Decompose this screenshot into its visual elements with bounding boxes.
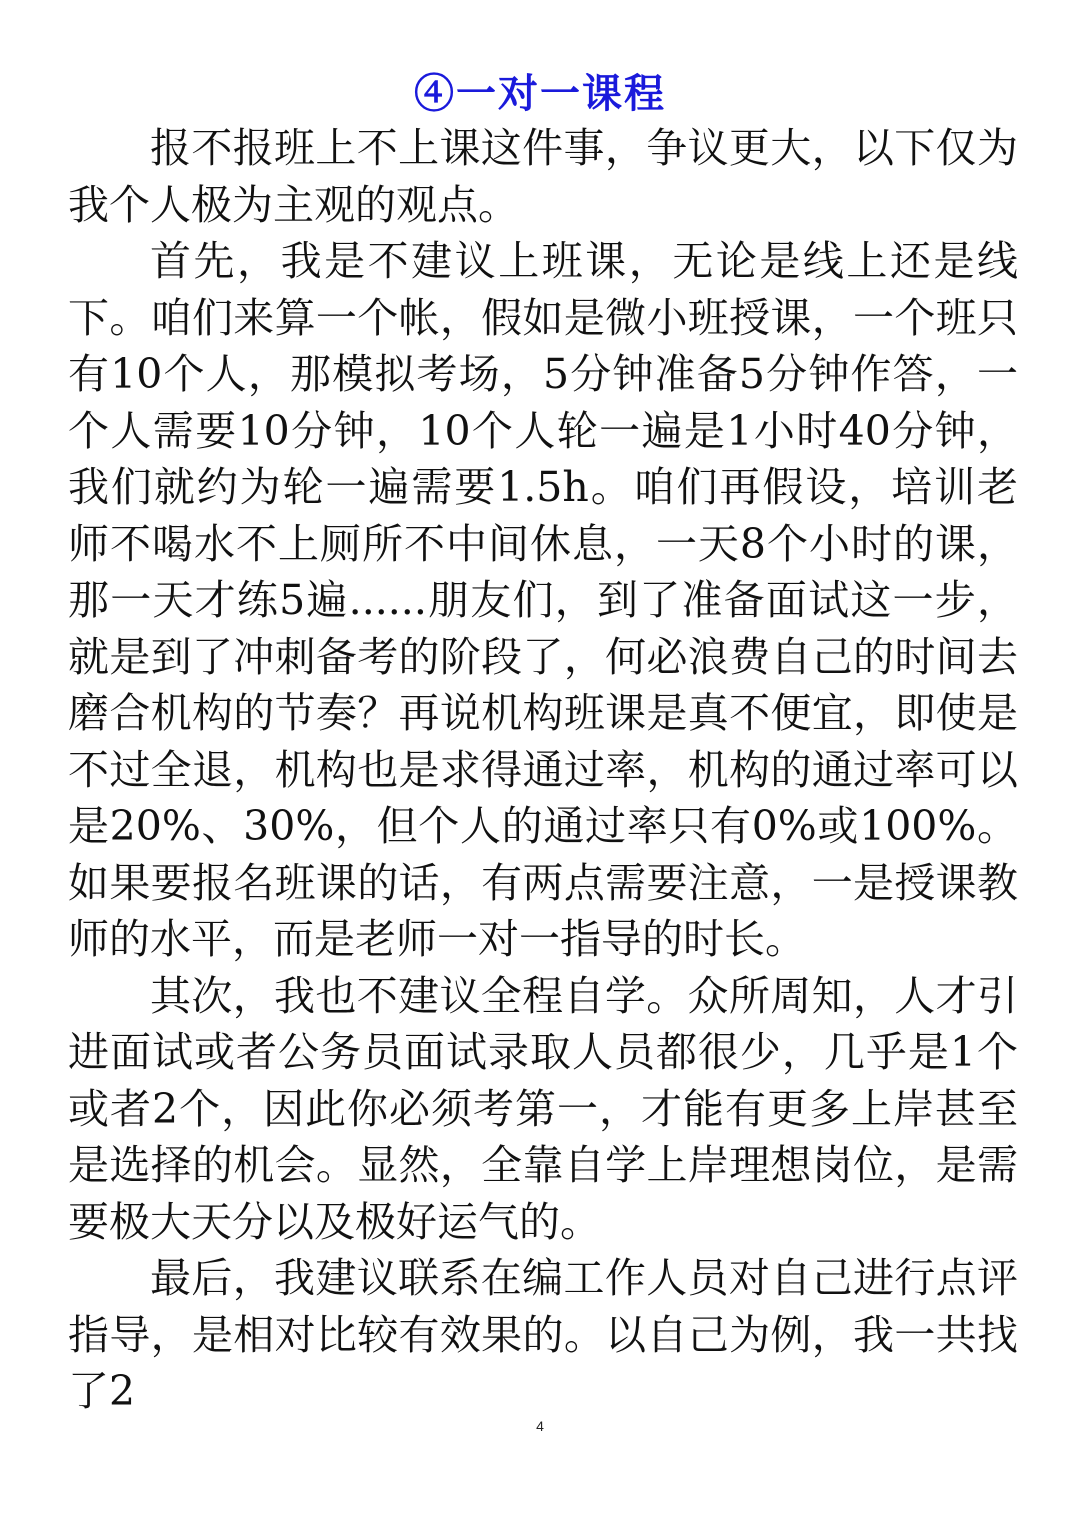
paragraph-4: 最后，我建议联系在编工作人员对自己进行点评指导，是相对比较有效果的。以自己为例，我一共找了2 (68, 1254, 1018, 1415)
section-heading: ④一对一课程 (414, 70, 666, 117)
paragraph-2: 首先，我是不建议上班课，无论是线上还是线下。咱们来算一个帐，假如是微小班授课，一个班只有10个人，那模拟考场，5分钟准备5分钟作答，一个人需要10分钟，10个人轮一遍是1小时40分钟，我们就约为轮一遍需要1.5h。咱们再假设，培训老师不喝水不上厕所不中间休息，一天8个小时的课，那一天才练5遍......朋友们，到了准备面试这一步，就是到了冲刺备考的阶段了，何必浪费自己的时间去磨合机构的节奏？再说机构班课是真不便宜，即使是不过全退，机构也是求得通过率，机构的通过率可以是20%、30%，但个人的通过率只有0%或100%。如果要报名班课的话，有两点需要注意，一是授课教师的水平，而是老师一对一指导的时长。 (68, 237, 1018, 963)
page-number: 4 (536, 1418, 544, 1434)
paragraph-1: 报不报班上不上课这件事，争议更大，以下仅为我个人极为主观的观点。 (68, 124, 1018, 229)
paragraph-3: 其次，我也不建议全程自学。众所周知，人才引进面试或者公务员面试录取人员都很少，几乎是1个或者2个，因此你必须考第一，才能有更多上岸甚至是选择的机会。显然，全靠自学上岸理想岗位，是需要极大天分以及极好运气的。 (68, 971, 1018, 1246)
body-text (68, 120, 1018, 1420)
